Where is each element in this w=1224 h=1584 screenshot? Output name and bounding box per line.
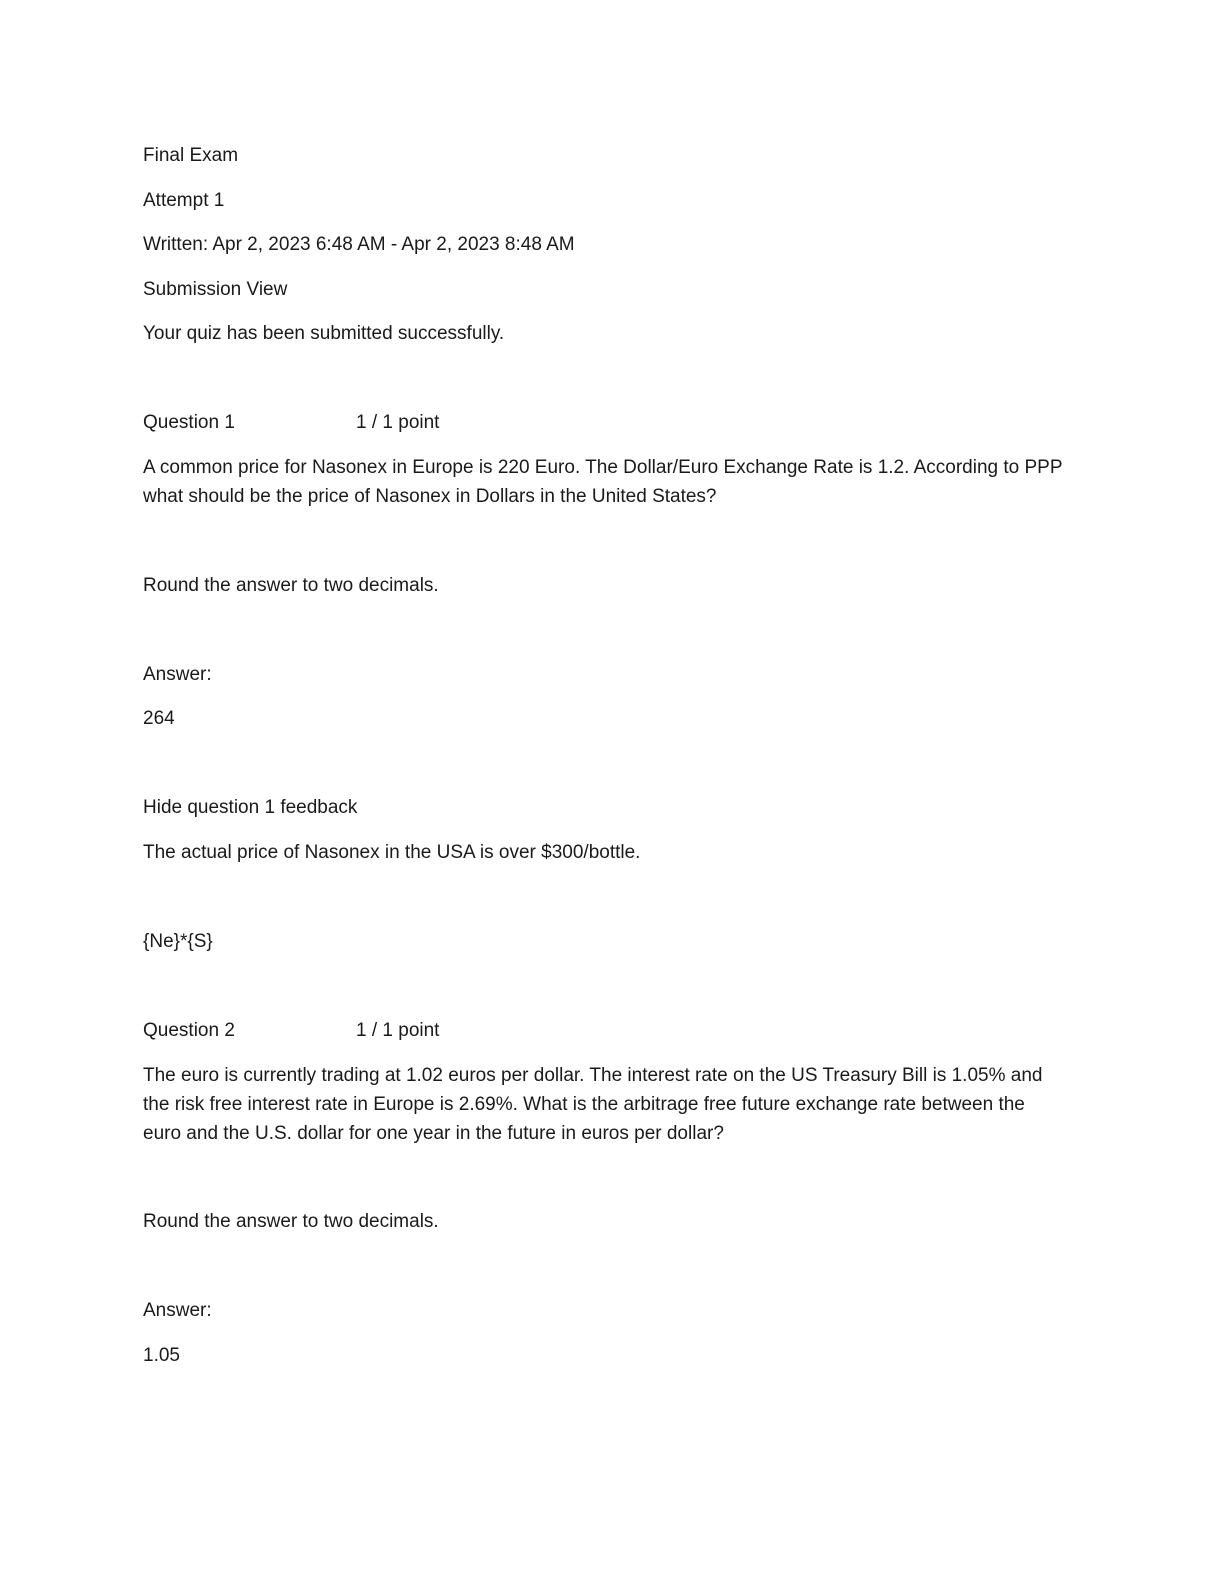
question-instruction: Round the answer to two decimals. [143, 575, 439, 596]
written-timestamp: Written: Apr 2, 2023 6:48 AM - Apr 2, 2023 8:48 AM [143, 234, 575, 255]
question-instruction: Round the answer to two decimals. [143, 1211, 439, 1232]
answer-value: 1.05 [143, 1345, 180, 1366]
question-points: 1 / 1 point [356, 412, 440, 433]
question-text: A common price for Nasonex in Europe is 220 Euro. The Dollar/Euro Exchange Rate is 1.2. According to PPP what should be the price of Nasonex in Dollars in the United States? [143, 457, 1063, 507]
feedback-text: The actual price of Nasonex in the USA is over $300/bottle. [143, 842, 641, 863]
answer-label: Answer: [143, 1300, 212, 1321]
question-label: Question 2 [143, 1020, 235, 1041]
feedback-formula: {Ne}*{S} [143, 931, 213, 952]
question-points: 1 / 1 point [356, 1020, 440, 1041]
hide-feedback-toggle[interactable]: Hide question 1 feedback [143, 797, 358, 818]
answer-value: 264 [143, 708, 175, 729]
answer-label: Answer: [143, 664, 212, 685]
page-title: Final Exam [143, 145, 239, 166]
question-text: The euro is currently trading at 1.02 euros per dollar. The interest rate on the US Treasury Bill is 1.05% and the risk free interest rate in Europe is 2.69%. What is the arbitrage free future exchange rate between the euro and the U.S. dollar for one year in the future in euros per dollar? [143, 1065, 1043, 1144]
submission-status-message: Your quiz has been submitted successfully. [143, 323, 505, 344]
submission-view-label: Submission View [143, 279, 288, 300]
question-label: Question 1 [143, 412, 235, 433]
attempt-label: Attempt 1 [143, 190, 225, 211]
